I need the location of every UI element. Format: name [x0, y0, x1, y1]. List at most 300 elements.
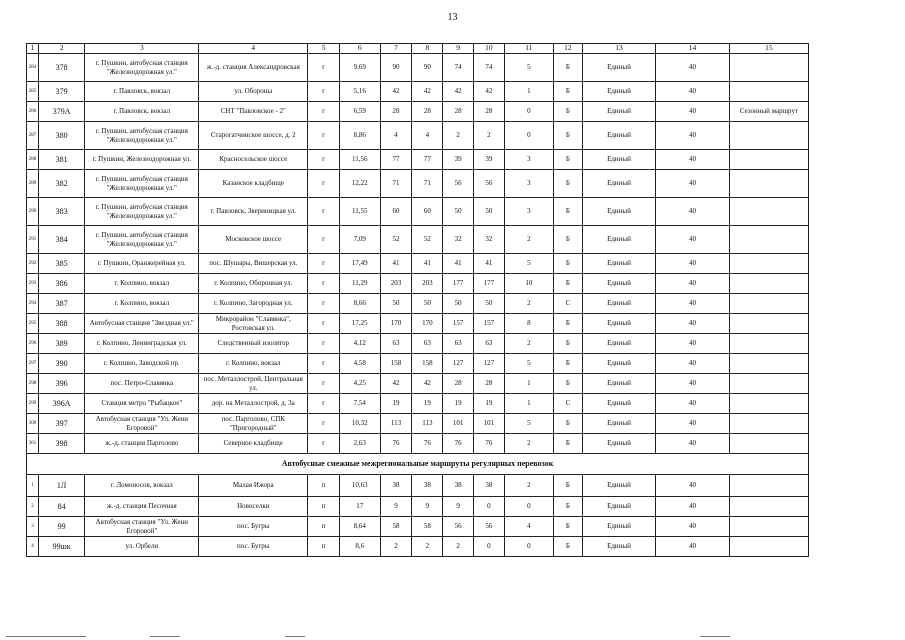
route-start: г. Павловск, вокзал — [85, 102, 199, 122]
col-10-value: 0 — [473, 497, 504, 517]
note — [729, 314, 808, 334]
col-10-value: 32 — [473, 226, 504, 254]
route-start: г. Колпино, Ленинградская ул. — [85, 334, 199, 354]
route-kind: п — [308, 497, 340, 517]
route-length: 4,12 — [339, 334, 380, 354]
col-7-value: 41 — [380, 254, 412, 274]
tariff-type: Единый — [582, 374, 656, 394]
col-8-value: 42 — [412, 374, 443, 394]
row-index: 292 — [27, 254, 39, 274]
col-14-value: 40 — [656, 374, 730, 394]
route-kind: г — [308, 394, 340, 414]
col-7-value: 52 — [380, 226, 412, 254]
table-row — [27, 374, 809, 394]
note — [729, 54, 808, 82]
route-start: пос. Петро-Славянка — [85, 374, 199, 394]
tariff-type: Единый — [582, 254, 656, 274]
col-11-value: 0 — [504, 102, 553, 122]
row-index: 294 — [27, 294, 39, 314]
col-7-value: 113 — [380, 414, 412, 434]
route-start: г. Пушкин, Оранжерейная ул. — [85, 254, 199, 274]
route-kind: г — [308, 334, 340, 354]
row-index: 286 — [27, 102, 39, 122]
col-10-value: 2 — [473, 122, 504, 150]
col-11-value: 3 — [504, 198, 553, 226]
col-10-value: 28 — [473, 102, 504, 122]
col-14-value: 40 — [656, 294, 730, 314]
route-length: 8,64 — [339, 517, 380, 537]
col-11-value: 5 — [504, 414, 553, 434]
route-end: дор. на Металлострой, д. 3а — [199, 394, 308, 414]
col-11-value: 5 — [504, 354, 553, 374]
col-8-value: 42 — [412, 82, 443, 102]
column-number-4: 4 — [199, 44, 308, 54]
route-length: 10,63 — [339, 475, 380, 497]
route-end: пос. Бугры — [199, 537, 308, 557]
table-row — [27, 475, 809, 497]
col-10-value: 157 — [473, 314, 504, 334]
table-row — [27, 226, 809, 254]
tariff-type: Единый — [582, 497, 656, 517]
route-number: 387 — [39, 294, 85, 314]
column-number-6: 6 — [339, 44, 380, 54]
col-8-value: 50 — [412, 294, 443, 314]
route-end: СНТ "Павловское - 2" — [199, 102, 308, 122]
route-length: 8,66 — [339, 294, 380, 314]
row-index: 287 — [27, 122, 39, 150]
route-length: 11,56 — [339, 150, 380, 170]
vehicle-class: Б — [554, 226, 583, 254]
col-7-value: 50 — [380, 294, 412, 314]
route-number: 382 — [39, 170, 85, 198]
route-kind: п — [308, 517, 340, 537]
col-10-value: 177 — [473, 274, 504, 294]
table-row — [27, 334, 809, 354]
tariff-type: Единый — [582, 354, 656, 374]
col-11-value: 5 — [504, 254, 553, 274]
col-7-value: 60 — [380, 198, 412, 226]
col-11-value: 5 — [504, 54, 553, 82]
table-row — [27, 294, 809, 314]
column-number-row — [27, 44, 809, 54]
col-11-value: 2 — [504, 475, 553, 497]
route-number: 389 — [39, 334, 85, 354]
route-end: Микрорайон "Славянка", Ростовская ул. — [199, 314, 308, 334]
col-7-value: 158 — [380, 354, 412, 374]
col-14-value: 40 — [656, 497, 730, 517]
col-8-value: 2 — [412, 537, 443, 557]
column-number-1: 1 — [27, 44, 39, 54]
row-index: 285 — [27, 82, 39, 102]
note — [729, 374, 808, 394]
route-start: г. Пушкин, автобусная станция "Железнодорожная ул." — [85, 122, 199, 150]
col-10-value: 42 — [473, 82, 504, 102]
row-index: 300 — [27, 414, 39, 434]
route-length: 7,54 — [339, 394, 380, 414]
table-row — [27, 170, 809, 198]
route-end: г. Колпино, Оборонная ул. — [199, 274, 308, 294]
vehicle-class: Б — [554, 434, 583, 454]
note — [729, 150, 808, 170]
route-start: г. Павловск, вокзал — [85, 82, 199, 102]
tariff-type: Единый — [582, 122, 656, 150]
col-7-value: 42 — [380, 82, 412, 102]
table-row — [27, 150, 809, 170]
col-9-value: 56 — [443, 170, 474, 198]
col-11-value: 1 — [504, 374, 553, 394]
note — [729, 394, 808, 414]
col-11-value: 10 — [504, 274, 553, 294]
route-end: Малая Ижора — [199, 475, 308, 497]
col-14-value: 40 — [656, 198, 730, 226]
col-8-value: 19 — [412, 394, 443, 414]
routes-table — [26, 43, 809, 557]
route-start: Автобусная станция "Ул. Жени Егоровой" — [85, 517, 199, 537]
col-9-value: 56 — [443, 517, 474, 537]
route-start: г. Пушкин, автобусная станция "Железнодорожная ул." — [85, 226, 199, 254]
tariff-type: Единый — [582, 475, 656, 497]
route-length: 8,86 — [339, 122, 380, 150]
tariff-type: Единый — [582, 394, 656, 414]
col-10-value: 127 — [473, 354, 504, 374]
vehicle-class: Б — [554, 82, 583, 102]
table-row — [27, 537, 809, 557]
col-14-value: 40 — [656, 226, 730, 254]
table-row — [27, 394, 809, 414]
row-index: 290 — [27, 198, 39, 226]
col-7-value: 76 — [380, 434, 412, 454]
col-9-value: 2 — [443, 537, 474, 557]
route-kind: п — [308, 475, 340, 497]
table-row — [27, 54, 809, 82]
col-10-value: 39 — [473, 150, 504, 170]
route-end: пос. Бугры — [199, 517, 308, 537]
vehicle-class: Б — [554, 254, 583, 274]
tariff-type: Единый — [582, 82, 656, 102]
col-10-value: 101 — [473, 414, 504, 434]
route-number: 1Л — [39, 475, 85, 497]
route-kind: г — [308, 226, 340, 254]
col-14-value: 40 — [656, 394, 730, 414]
vehicle-class: Б — [554, 334, 583, 354]
note — [729, 254, 808, 274]
route-start: г. Пушкин, Железнодорожная ул. — [85, 150, 199, 170]
vehicle-class: С — [554, 294, 583, 314]
row-index: 293 — [27, 274, 39, 294]
col-10-value: 28 — [473, 374, 504, 394]
col-9-value: 32 — [443, 226, 474, 254]
col-14-value: 40 — [656, 254, 730, 274]
route-number: 397 — [39, 414, 85, 434]
note — [729, 294, 808, 314]
col-8-value: 113 — [412, 414, 443, 434]
route-number: 386 — [39, 274, 85, 294]
row-index: 299 — [27, 394, 39, 414]
route-length: 10,32 — [339, 414, 380, 434]
route-start: г. Колпино, вокзал — [85, 274, 199, 294]
col-9-value: 74 — [443, 54, 474, 82]
route-kind: г — [308, 274, 340, 294]
tariff-type: Единый — [582, 414, 656, 434]
row-index: 3 — [27, 517, 39, 537]
row-index: 289 — [27, 170, 39, 198]
row-index: 2 — [27, 497, 39, 517]
table-row — [27, 274, 809, 294]
row-index: 301 — [27, 434, 39, 454]
col-10-value: 50 — [473, 294, 504, 314]
col-7-value: 4 — [380, 122, 412, 150]
col-7-value: 38 — [380, 475, 412, 497]
route-end: г. Колпино, Загородная ул. — [199, 294, 308, 314]
col-10-value: 38 — [473, 475, 504, 497]
route-kind: г — [308, 54, 340, 82]
col-10-value: 56 — [473, 517, 504, 537]
route-number: 378 — [39, 54, 85, 82]
col-7-value: 58 — [380, 517, 412, 537]
route-number: 396А — [39, 394, 85, 414]
col-10-value: 63 — [473, 334, 504, 354]
col-9-value: 28 — [443, 374, 474, 394]
col-8-value: 158 — [412, 354, 443, 374]
col-9-value: 38 — [443, 475, 474, 497]
route-length: 7,09 — [339, 226, 380, 254]
route-length: 8,6 — [339, 537, 380, 557]
route-kind: г — [308, 102, 340, 122]
col-8-value: 90 — [412, 54, 443, 82]
route-start: ул. Орбели — [85, 537, 199, 557]
note — [729, 170, 808, 198]
column-number-8: 8 — [412, 44, 443, 54]
col-9-value: 63 — [443, 334, 474, 354]
tariff-type: Единый — [582, 170, 656, 198]
route-number: 384 — [39, 226, 85, 254]
tariff-type: Единый — [582, 198, 656, 226]
route-end: Красносельское шоссе — [199, 150, 308, 170]
note — [729, 537, 808, 557]
vehicle-class: Б — [554, 102, 583, 122]
col-10-value: 50 — [473, 198, 504, 226]
col-14-value: 40 — [656, 537, 730, 557]
note — [729, 274, 808, 294]
route-end: Казанское кладбище — [199, 170, 308, 198]
route-kind: г — [308, 122, 340, 150]
col-11-value: 0 — [504, 497, 553, 517]
table-row — [27, 102, 809, 122]
tariff-type: Единый — [582, 517, 656, 537]
col-7-value: 9 — [380, 497, 412, 517]
col-7-value: 203 — [380, 274, 412, 294]
col-8-value: 203 — [412, 274, 443, 294]
route-kind: г — [308, 354, 340, 374]
col-8-value: 9 — [412, 497, 443, 517]
route-end: Старогатчинское шоссе, д. 2 — [199, 122, 308, 150]
scan-edge-marks — [0, 632, 905, 640]
vehicle-class: Б — [554, 198, 583, 226]
col-8-value: 4 — [412, 122, 443, 150]
vehicle-class: Б — [554, 54, 583, 82]
route-number: 383 — [39, 198, 85, 226]
section-header-body — [27, 454, 809, 475]
col-11-value: 8 — [504, 314, 553, 334]
col-14-value: 40 — [656, 274, 730, 294]
col-8-value: 38 — [412, 475, 443, 497]
route-number: 380 — [39, 122, 85, 150]
route-number: 84 — [39, 497, 85, 517]
route-number: 390 — [39, 354, 85, 374]
route-number: 385 — [39, 254, 85, 274]
col-7-value: 71 — [380, 170, 412, 198]
tariff-type: Единый — [582, 314, 656, 334]
column-number-11: 11 — [504, 44, 553, 54]
note — [729, 334, 808, 354]
row-index: 4 — [27, 537, 39, 557]
route-kind: г — [308, 374, 340, 394]
col-9-value: 2 — [443, 122, 474, 150]
col-9-value: 41 — [443, 254, 474, 274]
col-7-value: 90 — [380, 54, 412, 82]
route-length: 17 — [339, 497, 380, 517]
route-length: 5,16 — [339, 82, 380, 102]
col-10-value: 41 — [473, 254, 504, 274]
route-end: пос. Парголово, СПК "Пригородный" — [199, 414, 308, 434]
table-row — [27, 414, 809, 434]
vehicle-class: Б — [554, 517, 583, 537]
column-number-5: 5 — [308, 44, 340, 54]
col-9-value: 177 — [443, 274, 474, 294]
vehicle-class: Б — [554, 122, 583, 150]
route-length: 9,69 — [339, 54, 380, 82]
col-8-value: 28 — [412, 102, 443, 122]
col-14-value: 40 — [656, 54, 730, 82]
column-number-3: 3 — [85, 44, 199, 54]
table-row — [27, 517, 809, 537]
table-row — [27, 314, 809, 334]
note — [729, 475, 808, 497]
route-kind: г — [308, 150, 340, 170]
row-index: 1 — [27, 475, 39, 497]
route-end: Новоселки — [199, 497, 308, 517]
col-9-value: 127 — [443, 354, 474, 374]
route-end: г. Колпино, вокзал — [199, 354, 308, 374]
col-9-value: 42 — [443, 82, 474, 102]
route-end: Северное кладбище — [199, 434, 308, 454]
route-kind: г — [308, 198, 340, 226]
route-length: 12,22 — [339, 170, 380, 198]
col-9-value: 50 — [443, 198, 474, 226]
col-7-value: 42 — [380, 374, 412, 394]
route-start: Станция метро "Рыбацкое" — [85, 394, 199, 414]
col-8-value: 60 — [412, 198, 443, 226]
table-row — [27, 434, 809, 454]
route-kind: г — [308, 170, 340, 198]
note — [729, 82, 808, 102]
col-11-value: 2 — [504, 294, 553, 314]
route-kind: г — [308, 294, 340, 314]
note — [729, 122, 808, 150]
col-11-value: 0 — [504, 122, 553, 150]
tariff-type: Единый — [582, 102, 656, 122]
col-14-value: 40 — [656, 334, 730, 354]
col-9-value: 50 — [443, 294, 474, 314]
tariff-type: Единый — [582, 294, 656, 314]
table-row — [27, 82, 809, 102]
section-title: Автобусные смежные межрегиональные маршруты регулярных перевозок — [27, 454, 809, 475]
page-number: 13 — [447, 12, 458, 23]
row-index: 288 — [27, 150, 39, 170]
col-10-value: 0 — [473, 537, 504, 557]
tariff-type: Единый — [582, 54, 656, 82]
route-end: Московское шоссе — [199, 226, 308, 254]
tariff-type: Единый — [582, 274, 656, 294]
route-start: г. Пушкин, автобусная станция "Железнодорожная ул." — [85, 54, 199, 82]
col-8-value: 77 — [412, 150, 443, 170]
route-start: ж.-д. станция Песочная — [85, 497, 199, 517]
col-10-value: 19 — [473, 394, 504, 414]
note — [729, 414, 808, 434]
table-row — [27, 198, 809, 226]
column-number-7: 7 — [380, 44, 412, 54]
route-kind: г — [308, 414, 340, 434]
note: Сезонный маршрут — [729, 102, 808, 122]
vehicle-class: Б — [554, 150, 583, 170]
vehicle-class: Б — [554, 170, 583, 198]
col-8-value: 170 — [412, 314, 443, 334]
route-number: 381 — [39, 150, 85, 170]
note — [729, 434, 808, 454]
vehicle-class: Б — [554, 475, 583, 497]
route-length: 17,25 — [339, 314, 380, 334]
route-end: г. Павловск, Звериницкая ул. — [199, 198, 308, 226]
route-end: пос. Металлострой, Центральная ул. — [199, 374, 308, 394]
vehicle-class: Б — [554, 274, 583, 294]
table-row — [27, 254, 809, 274]
route-number: 388 — [39, 314, 85, 334]
col-9-value: 39 — [443, 150, 474, 170]
route-length: 11,55 — [339, 198, 380, 226]
table-row — [27, 354, 809, 374]
col-14-value: 40 — [656, 82, 730, 102]
route-end: пос. Шушары, Вишерская ул. — [199, 254, 308, 274]
note — [729, 198, 808, 226]
col-7-value: 2 — [380, 537, 412, 557]
col-11-value: 0 — [504, 537, 553, 557]
col-10-value: 76 — [473, 434, 504, 454]
col-9-value: 9 — [443, 497, 474, 517]
route-end: ул. Обороны — [199, 82, 308, 102]
interregional-routes-body — [27, 475, 809, 557]
col-11-value: 1 — [504, 394, 553, 414]
col-8-value: 63 — [412, 334, 443, 354]
route-end: Следственный изолятор — [199, 334, 308, 354]
col-14-value: 40 — [656, 122, 730, 150]
route-number: 99 — [39, 517, 85, 537]
col-11-value: 4 — [504, 517, 553, 537]
tariff-type: Единый — [582, 150, 656, 170]
col-14-value: 40 — [656, 170, 730, 198]
col-8-value: 41 — [412, 254, 443, 274]
tariff-type: Единый — [582, 226, 656, 254]
tariff-type: Единый — [582, 334, 656, 354]
route-start: Автобусная станция "Звездная ул." — [85, 314, 199, 334]
col-8-value: 76 — [412, 434, 443, 454]
col-11-value: 2 — [504, 334, 553, 354]
col-8-value: 71 — [412, 170, 443, 198]
column-number-14: 14 — [656, 44, 730, 54]
vehicle-class: С — [554, 394, 583, 414]
route-end: ж.-д. станция Александровская — [199, 54, 308, 82]
col-11-value: 1 — [504, 82, 553, 102]
col-9-value: 28 — [443, 102, 474, 122]
